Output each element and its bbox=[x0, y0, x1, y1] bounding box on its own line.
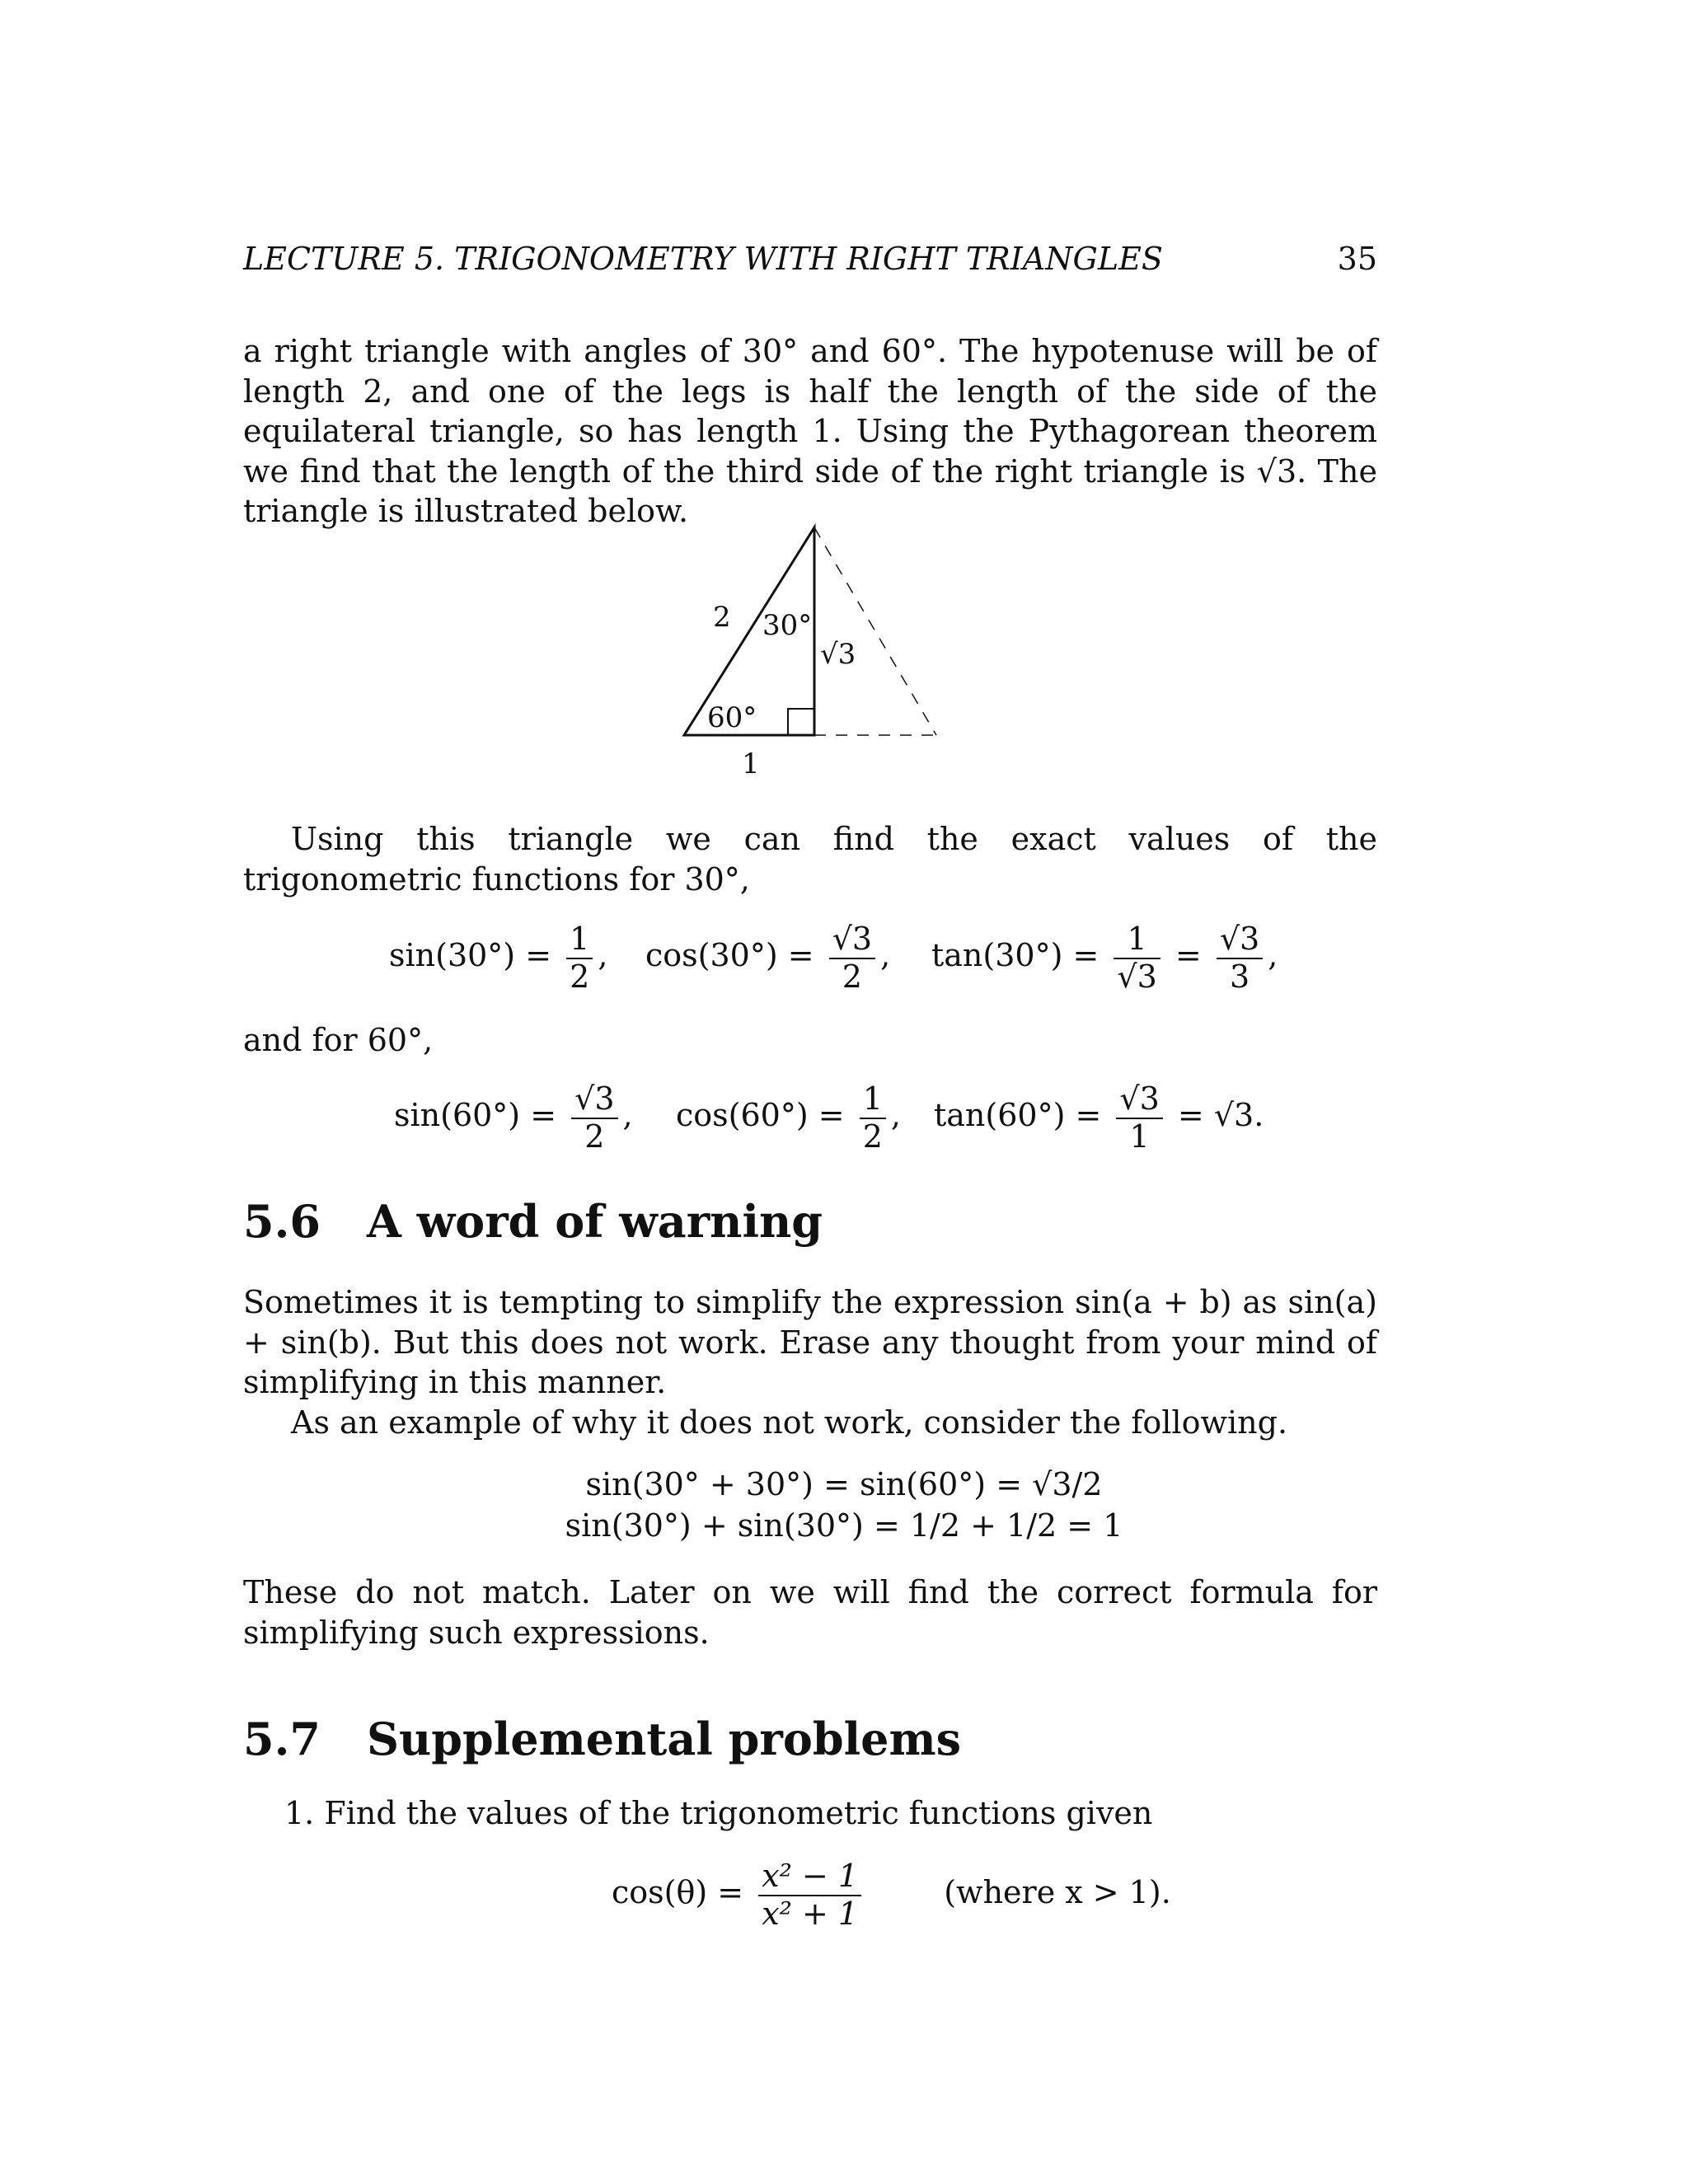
eq-cos30: cos(30°) = $\frac{√3}{2}$ , bbox=[645, 921, 891, 995]
eq-lhs: cos(θ) = bbox=[612, 1874, 744, 1911]
problem-item-1: 1. Find the values of the trigonometric functions given bbox=[284, 1795, 1153, 1831]
fraction: $\frac{1}{√3}$ bbox=[1114, 921, 1160, 995]
display-equations bbox=[0, 1464, 1688, 1546]
page-number: 35 bbox=[1337, 241, 1377, 277]
warning-paragraph: Sometimes it is tempting to simplify the expression sin(a + b) as sin(a) + sin(b). But this does not work. Erase any thought from your mind of simplifying in this manner. bbox=[243, 1284, 1377, 1400]
problem-equation bbox=[612, 1858, 1171, 1932]
conclusion-paragraph: These do not match. Later on we will find the correct formula for simplifying such expressions. bbox=[243, 1574, 1377, 1651]
eq-sin60: sin(60°) = $\frac{√3}{2}$ , bbox=[394, 1080, 633, 1155]
eq-lhs: cos(60°) = bbox=[676, 1097, 845, 1134]
fraction: $\frac{1}{2}$ bbox=[566, 921, 593, 995]
fraction: $\frac{√3}{1}$ bbox=[1116, 1081, 1162, 1155]
section-heading-5-7 bbox=[243, 1713, 961, 1765]
para-60: and for 60°, bbox=[243, 1022, 434, 1058]
right-angle-mark bbox=[788, 709, 814, 735]
section-title: Supplemental problems bbox=[367, 1713, 962, 1765]
fraction: $\frac{√3}{2}$ bbox=[571, 1081, 617, 1155]
condition: (where x > 1). bbox=[944, 1874, 1171, 1911]
eq-lhs: tan(60°) = bbox=[934, 1097, 1102, 1134]
section-number: 5.7 bbox=[243, 1713, 321, 1765]
base-label: 1 bbox=[742, 748, 760, 780]
triangle-figure bbox=[659, 511, 1006, 791]
eq-lhs: cos(30°) = bbox=[645, 937, 814, 974]
section-heading-5-6 bbox=[243, 1195, 823, 1248]
eq-tan60: tan(60°) = $\frac{√3}{1}$ = √3. bbox=[934, 1080, 1264, 1155]
section-number: 5.6 bbox=[243, 1195, 321, 1248]
header-title: LECTURE 5. TRIGONOMETRY WITH RIGHT TRIANGLES bbox=[243, 241, 1163, 277]
running-header bbox=[243, 241, 1377, 277]
equation-line: sin(30°) + sin(30°) = 1/2 + 1/2 = 1 bbox=[565, 1507, 1123, 1544]
eq-cos60: cos(60°) = $\frac{1}{2}$ , bbox=[676, 1080, 901, 1155]
hyp-label: 2 bbox=[713, 601, 731, 634]
bottom-angle-label: 60° bbox=[707, 701, 757, 734]
eq-lhs: sin(60°) = bbox=[394, 1097, 557, 1134]
equation-line: sin(30° + 30°) = sin(60°) = √3/2 bbox=[585, 1466, 1103, 1502]
section-title: A word of warning bbox=[367, 1195, 823, 1248]
fraction: $\frac{1}{2}$ bbox=[860, 1081, 886, 1155]
top-angle-label: 30° bbox=[762, 609, 813, 642]
leg-label: √3 bbox=[820, 638, 856, 671]
fraction: $\frac{\text{x² − 1}}{\text{x² + 1}}$ bbox=[758, 1858, 861, 1932]
intro-paragraph: a right triangle with angles of 30° and 60°. The hypotenuse will be of length 2, and one of the legs is half the length of the side of the equilateral triangle, so has length 1. Using the Pythagorean theorem we find that the length of the third side of the right triangle is √3. The triangle is illustrated below. bbox=[243, 333, 1377, 529]
example-paragraph: As an example of why it does not work, consider the following. bbox=[291, 1404, 1288, 1441]
dashed-side bbox=[814, 527, 936, 735]
fraction: $\frac{√3}{3}$ bbox=[1217, 921, 1263, 995]
eq-tan30: tan(30°) = $\frac{1}{√3}$ = $\frac{√3}{3}$ , bbox=[931, 921, 1278, 995]
para-30: Using this triangle we can find the exact values of the trigonometric functions for 30°, bbox=[243, 821, 1377, 898]
fraction: $\frac{√3}{2}$ bbox=[829, 921, 875, 995]
eq-lhs: sin(30°) = bbox=[389, 937, 552, 974]
eq-lhs: tan(30°) = bbox=[931, 937, 1100, 974]
eq-sin30: sin(30°) = $\frac{1}{2}$ , bbox=[389, 921, 608, 995]
